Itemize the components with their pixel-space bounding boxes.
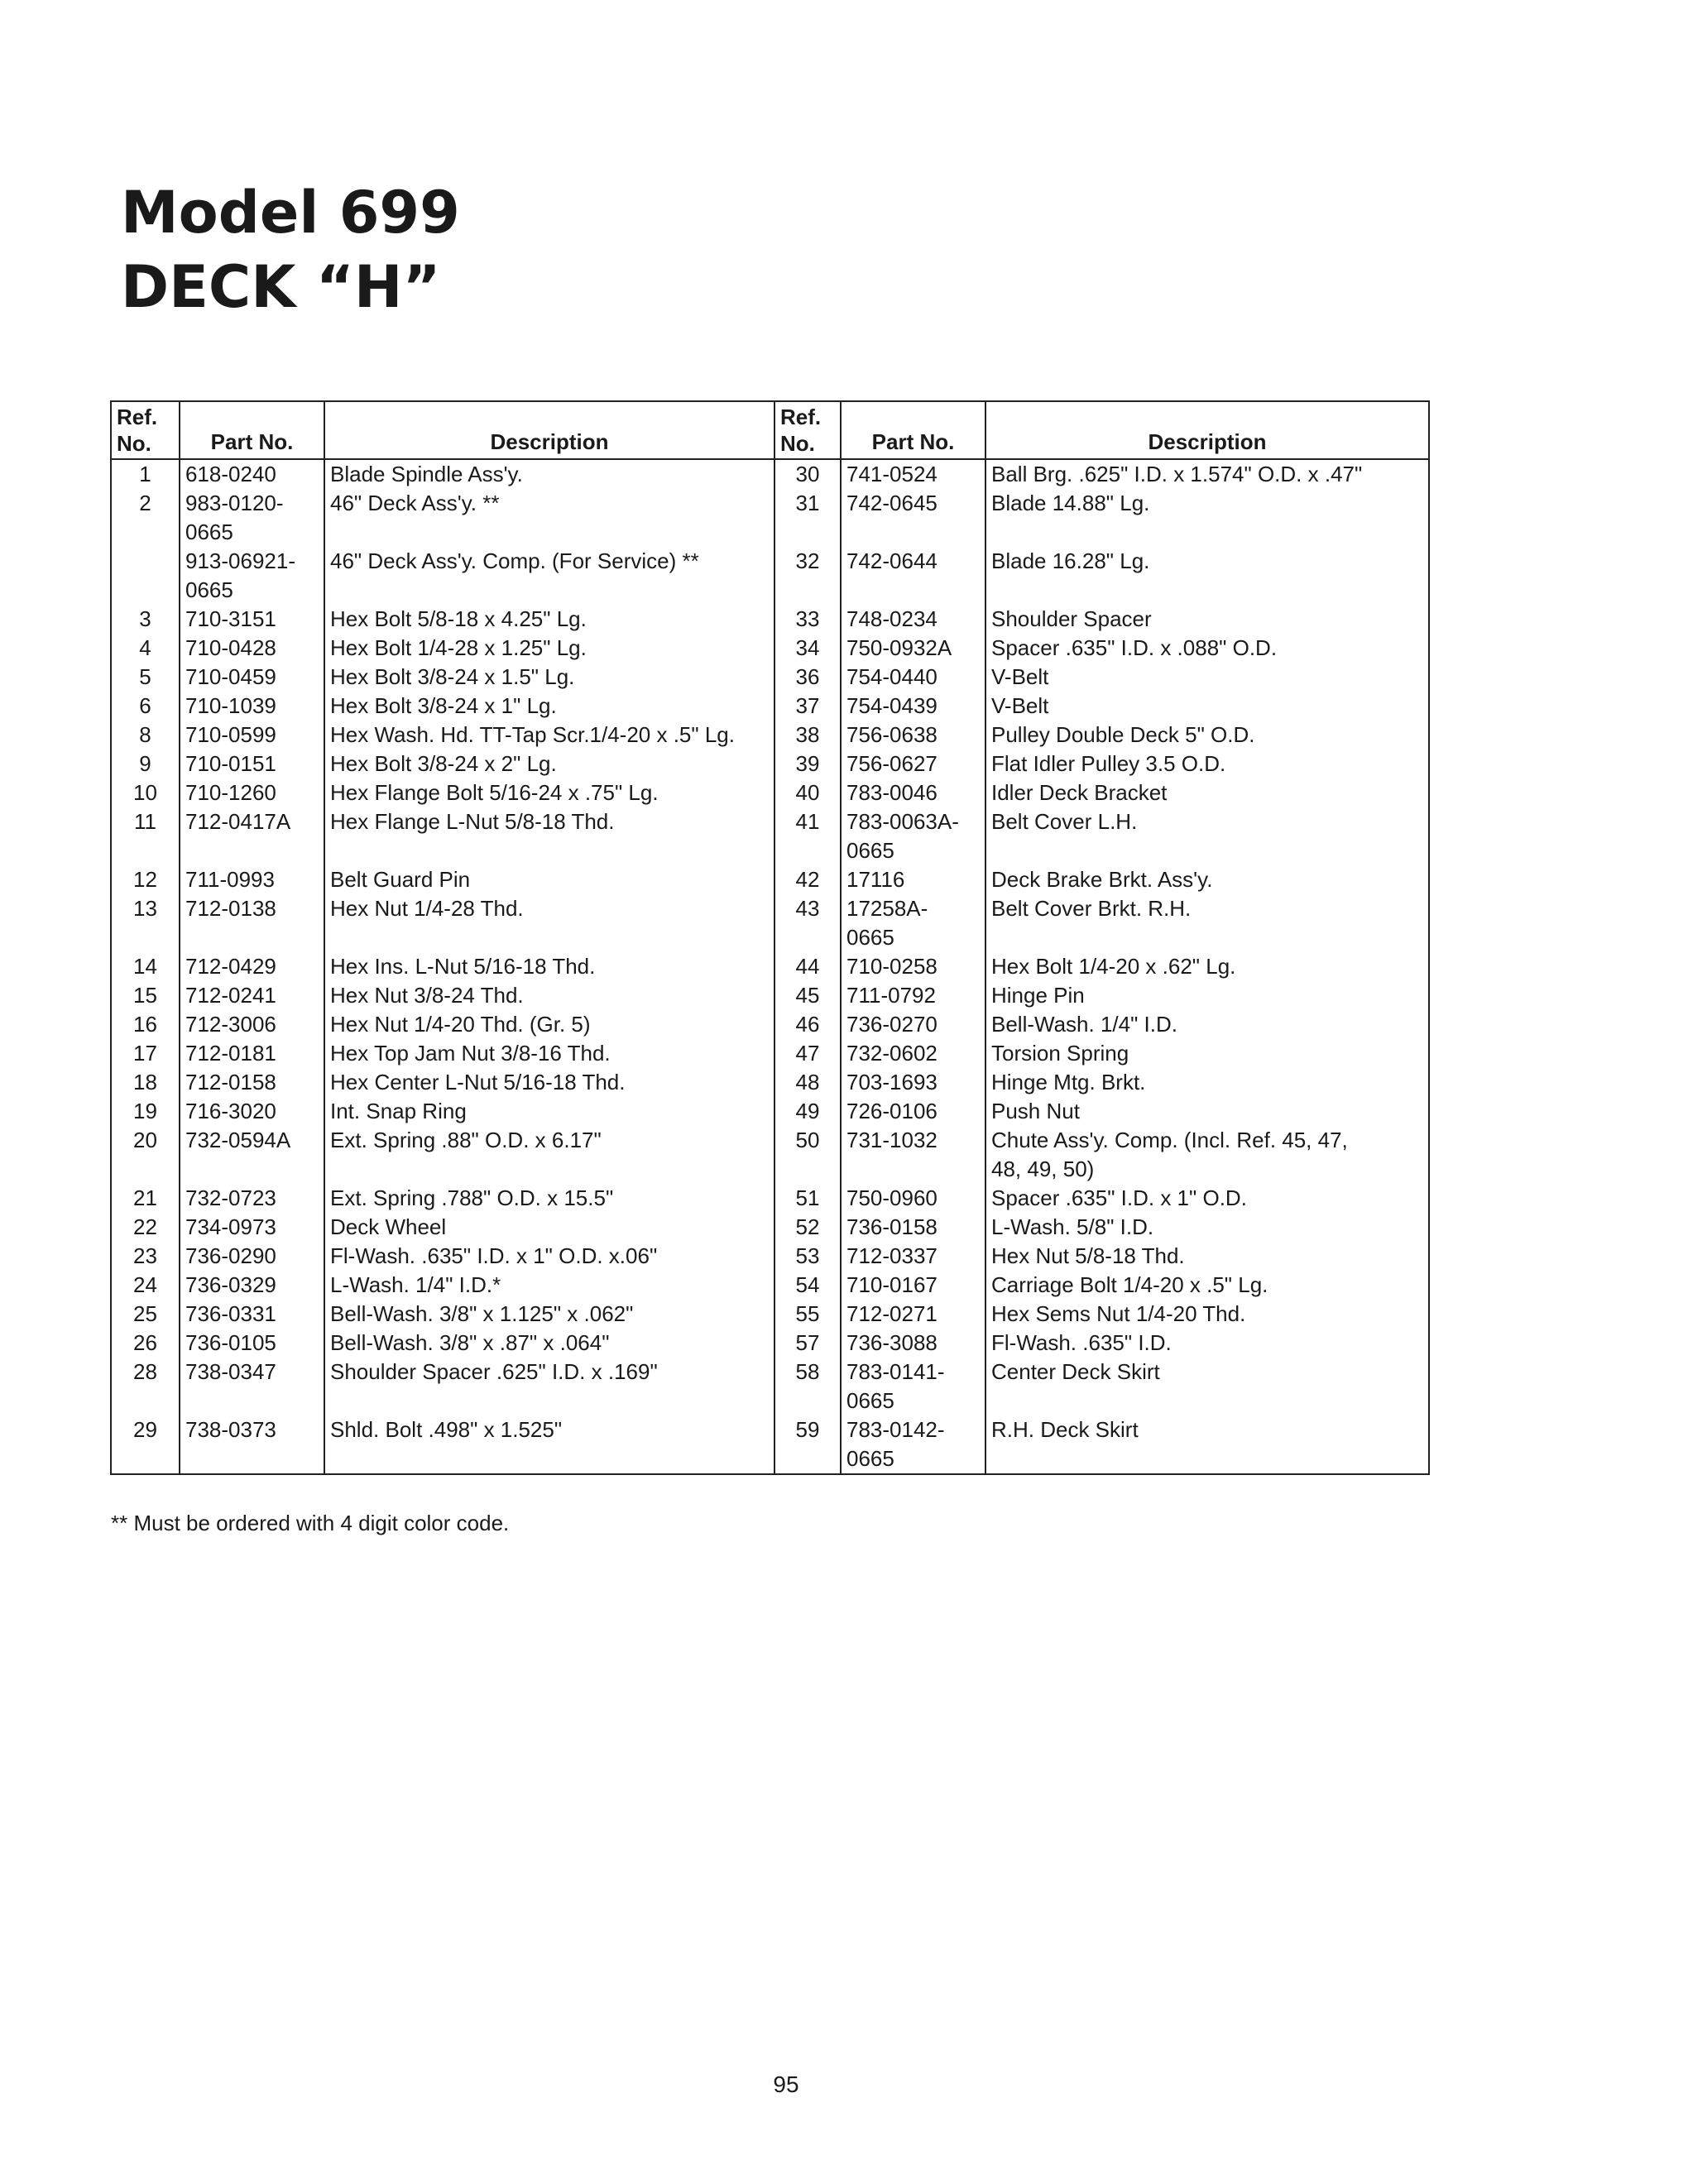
part-no-cell: 783-0046 <box>841 778 985 807</box>
ref-no-cell: 43 <box>774 894 841 952</box>
description-cell: Hex Flange Bolt 5/16-24 x .75" Lg. <box>324 778 774 807</box>
ref-no-cell: 41 <box>774 807 841 865</box>
table-row <box>111 1242 1429 1271</box>
part-no-cell: 712-0271 <box>841 1300 985 1329</box>
ref-no-cell: 51 <box>774 1184 841 1213</box>
part-no-cell: 732-0723 <box>180 1184 324 1213</box>
description-cell: Bell-Wash. 3/8" x 1.125" x .062" <box>324 1300 774 1329</box>
table-row <box>111 489 1429 547</box>
ref-no-cell: 28 <box>111 1358 180 1415</box>
ref-no-cell: 55 <box>774 1300 841 1329</box>
description-cell: Hex Wash. Hd. TT-Tap Scr.1/4-20 x .5" Lg. <box>324 721 774 750</box>
ref-no-cell: 20 <box>111 1126 180 1184</box>
ref-no-cell: 21 <box>111 1184 180 1213</box>
table-row <box>111 778 1429 807</box>
ref-no-cell: 40 <box>774 778 841 807</box>
ref-no-cell: 25 <box>111 1300 180 1329</box>
part-no-cell: 710-0428 <box>180 634 324 663</box>
part-no-cell: 754-0439 <box>841 692 985 721</box>
description-cell: Hex Ins. L-Nut 5/16-18 Thd. <box>324 952 774 981</box>
part-no-cell: 756-0627 <box>841 750 985 778</box>
ref-no-cell: 22 <box>111 1213 180 1242</box>
table-row <box>111 1415 1429 1474</box>
table-row <box>111 894 1429 952</box>
table-row <box>111 1213 1429 1242</box>
part-no-cell: 712-0417A <box>180 807 324 865</box>
ref-no-cell: 18 <box>111 1068 180 1097</box>
part-no-cell: 736-0158 <box>841 1213 985 1242</box>
description-cell: Belt Guard Pin <box>324 865 774 894</box>
table-row <box>111 1184 1429 1213</box>
description-cell: Hex Bolt 5/8-18 x 4.25" Lg. <box>324 605 774 634</box>
ref-no-cell: 33 <box>774 605 841 634</box>
ref-no-cell: 16 <box>111 1010 180 1039</box>
ref-no-cell: 37 <box>774 692 841 721</box>
description-cell: L-Wash. 1/4" I.D.* <box>324 1271 774 1300</box>
part-no-cell: 716-3020 <box>180 1097 324 1126</box>
ref-no-cell: 44 <box>774 952 841 981</box>
ref-no-cell: 4 <box>111 634 180 663</box>
part-no-cell: 783-0141- 0665 <box>841 1358 985 1415</box>
part-no-cell: 736-0329 <box>180 1271 324 1300</box>
description-cell: Hex Top Jam Nut 3/8-16 Thd. <box>324 1039 774 1068</box>
part-no-cell: 742-0644 <box>841 547 985 605</box>
part-no-cell: 712-0181 <box>180 1039 324 1068</box>
part-no-cell: 754-0440 <box>841 663 985 692</box>
table-row <box>111 459 1429 489</box>
description-cell: Hex Nut 1/4-20 Thd. (Gr. 5) <box>324 1010 774 1039</box>
page-title <box>121 175 460 324</box>
description-cell: Spacer .635" I.D. x .088" O.D. <box>985 634 1429 663</box>
description-cell: Shld. Bolt .498" x 1.525" <box>324 1415 774 1474</box>
parts-table <box>110 400 1430 1475</box>
header-ref-no: Ref. No. <box>774 401 841 459</box>
header-part-no: Part No. <box>841 401 985 459</box>
table-row <box>111 1039 1429 1068</box>
footnote: ** Must be ordered with 4 digit color code. <box>111 1511 510 1535</box>
description-cell: Hex Center L-Nut 5/16-18 Thd. <box>324 1068 774 1097</box>
part-no-cell: 710-0258 <box>841 952 985 981</box>
description-cell: Center Deck Skirt <box>985 1358 1429 1415</box>
description-cell: Idler Deck Bracket <box>985 778 1429 807</box>
ref-no-cell: 52 <box>774 1213 841 1242</box>
ref-no-cell: 50 <box>774 1126 841 1184</box>
description-cell: 46" Deck Ass'y. Comp. (For Service) ** <box>324 547 774 605</box>
ref-no-cell: 8 <box>111 721 180 750</box>
table-row <box>111 1271 1429 1300</box>
table-row <box>111 981 1429 1010</box>
ref-no-cell: 49 <box>774 1097 841 1126</box>
table-header <box>111 401 1429 459</box>
part-no-cell: 734-0973 <box>180 1213 324 1242</box>
table-row <box>111 807 1429 865</box>
part-no-cell: 710-0151 <box>180 750 324 778</box>
ref-no-cell: 39 <box>774 750 841 778</box>
ref-no-cell: 13 <box>111 894 180 952</box>
description-cell: Hinge Mtg. Brkt. <box>985 1068 1429 1097</box>
title-model: Model 699 <box>121 179 460 247</box>
part-no-cell: 710-1039 <box>180 692 324 721</box>
part-no-cell: 17258A- 0665 <box>841 894 985 952</box>
part-no-cell: 783-0142- 0665 <box>841 1415 985 1474</box>
part-no-cell: 711-0993 <box>180 865 324 894</box>
table-row <box>111 547 1429 605</box>
description-cell: Blade 16.28" Lg. <box>985 547 1429 605</box>
ref-no-cell: 12 <box>111 865 180 894</box>
part-no-cell: 750-0932A <box>841 634 985 663</box>
ref-no-cell: 23 <box>111 1242 180 1271</box>
description-cell: Hex Nut 3/8-24 Thd. <box>324 981 774 1010</box>
description-cell: V-Belt <box>985 663 1429 692</box>
table-body <box>111 459 1429 1474</box>
header-description: Description <box>324 401 774 459</box>
part-no-cell: 738-0373 <box>180 1415 324 1474</box>
table-row <box>111 865 1429 894</box>
part-no-cell: 748-0234 <box>841 605 985 634</box>
ref-no-cell: 48 <box>774 1068 841 1097</box>
table-row <box>111 750 1429 778</box>
description-cell: Bell-Wash. 1/4" I.D. <box>985 1010 1429 1039</box>
table-row <box>111 952 1429 981</box>
description-cell: Ext. Spring .88" O.D. x 6.17" <box>324 1126 774 1184</box>
description-cell: Bell-Wash. 3/8" x .87" x .064" <box>324 1329 774 1358</box>
description-cell: Deck Wheel <box>324 1213 774 1242</box>
part-no-cell: 983-0120- 0665 <box>180 489 324 547</box>
ref-no-cell: 45 <box>774 981 841 1010</box>
ref-no-cell: 53 <box>774 1242 841 1271</box>
description-cell: Hex Bolt 3/8-24 x 1" Lg. <box>324 692 774 721</box>
table-row <box>111 1068 1429 1097</box>
description-cell: V-Belt <box>985 692 1429 721</box>
part-no-cell: 712-0158 <box>180 1068 324 1097</box>
description-cell: Ball Brg. .625" I.D. x 1.574" O.D. x .47" <box>985 459 1429 489</box>
part-no-cell: 731-1032 <box>841 1126 985 1184</box>
description-cell: Shoulder Spacer .625" I.D. x .169" <box>324 1358 774 1415</box>
table-row <box>111 605 1429 634</box>
part-no-cell: 726-0106 <box>841 1097 985 1126</box>
ref-no-cell: 17 <box>111 1039 180 1068</box>
ref-no-cell: 31 <box>774 489 841 547</box>
description-cell: Chute Ass'y. Comp. (Incl. Ref. 45, 47, 48, 49, 50) <box>985 1126 1429 1184</box>
header-description: Description <box>985 401 1429 459</box>
ref-no-cell: 6 <box>111 692 180 721</box>
description-cell: R.H. Deck Skirt <box>985 1415 1429 1474</box>
part-no-cell: 738-0347 <box>180 1358 324 1415</box>
part-no-cell: 712-0429 <box>180 952 324 981</box>
part-no-cell: 712-3006 <box>180 1010 324 1039</box>
table-row <box>111 634 1429 663</box>
ref-no-cell: 34 <box>774 634 841 663</box>
table-row <box>111 692 1429 721</box>
part-no-cell: 783-0063A- 0665 <box>841 807 985 865</box>
table-row <box>111 721 1429 750</box>
description-cell: Int. Snap Ring <box>324 1097 774 1126</box>
ref-no-cell: 36 <box>774 663 841 692</box>
ref-no-cell: 19 <box>111 1097 180 1126</box>
description-cell: Torsion Spring <box>985 1039 1429 1068</box>
description-cell: Belt Cover Brkt. R.H. <box>985 894 1429 952</box>
ref-no-cell: 57 <box>774 1329 841 1358</box>
part-no-cell: 710-1260 <box>180 778 324 807</box>
description-cell: Hinge Pin <box>985 981 1429 1010</box>
ref-no-cell: 24 <box>111 1271 180 1300</box>
ref-no-cell: 54 <box>774 1271 841 1300</box>
part-no-cell: 732-0602 <box>841 1039 985 1068</box>
description-cell: Hex Bolt 3/8-24 x 2" Lg. <box>324 750 774 778</box>
part-no-cell: 711-0792 <box>841 981 985 1010</box>
description-cell: Fl-Wash. .635" I.D. <box>985 1329 1429 1358</box>
description-cell: Hex Bolt 3/8-24 x 1.5" Lg. <box>324 663 774 692</box>
description-cell: Push Nut <box>985 1097 1429 1126</box>
table-row <box>111 1358 1429 1415</box>
part-no-cell: 736-0270 <box>841 1010 985 1039</box>
part-no-cell: 736-0290 <box>180 1242 324 1271</box>
description-cell: Hex Nut 5/8-18 Thd. <box>985 1242 1429 1271</box>
part-no-cell: 710-3151 <box>180 605 324 634</box>
ref-no-cell: 38 <box>774 721 841 750</box>
ref-no-cell: 32 <box>774 547 841 605</box>
description-cell: 46" Deck Ass'y. ** <box>324 489 774 547</box>
description-cell: Hex Bolt 1/4-20 x .62" Lg. <box>985 952 1429 981</box>
part-no-cell: 750-0960 <box>841 1184 985 1213</box>
description-cell: Blade 14.88" Lg. <box>985 489 1429 547</box>
ref-no-cell: 58 <box>774 1358 841 1415</box>
description-cell: Hex Sems Nut 1/4-20 Thd. <box>985 1300 1429 1329</box>
description-cell: Ext. Spring .788" O.D. x 15.5" <box>324 1184 774 1213</box>
part-no-cell: 710-0459 <box>180 663 324 692</box>
part-no-cell: 712-0138 <box>180 894 324 952</box>
part-no-cell: 17116 <box>841 865 985 894</box>
ref-no-cell: 46 <box>774 1010 841 1039</box>
page-number: 95 <box>773 2071 799 2097</box>
part-no-cell: 742-0645 <box>841 489 985 547</box>
part-no-cell: 913-06921- 0665 <box>180 547 324 605</box>
description-cell: Pulley Double Deck 5" O.D. <box>985 721 1429 750</box>
ref-no-cell: 59 <box>774 1415 841 1474</box>
ref-no-cell: 14 <box>111 952 180 981</box>
ref-no-cell: 42 <box>774 865 841 894</box>
header-ref-no: Ref. No. <box>111 401 180 459</box>
ref-no-cell <box>111 547 180 605</box>
table-row <box>111 1010 1429 1039</box>
table-row <box>111 663 1429 692</box>
ref-no-cell: 15 <box>111 981 180 1010</box>
ref-no-cell: 3 <box>111 605 180 634</box>
description-cell: Belt Cover L.H. <box>985 807 1429 865</box>
description-cell: Carriage Bolt 1/4-20 x .5" Lg. <box>985 1271 1429 1300</box>
header-part-no: Part No. <box>180 401 324 459</box>
ref-no-cell: 29 <box>111 1415 180 1474</box>
ref-no-cell: 47 <box>774 1039 841 1068</box>
description-cell: Hex Flange L-Nut 5/8-18 Thd. <box>324 807 774 865</box>
description-cell: Blade Spindle Ass'y. <box>324 459 774 489</box>
ref-no-cell: 30 <box>774 459 841 489</box>
part-no-cell: 736-0331 <box>180 1300 324 1329</box>
title-deck: DECK “H” <box>121 253 441 321</box>
part-no-cell: 712-0337 <box>841 1242 985 1271</box>
ref-no-cell: 5 <box>111 663 180 692</box>
description-cell: Deck Brake Brkt. Ass'y. <box>985 865 1429 894</box>
description-cell: Flat Idler Pulley 3.5 O.D. <box>985 750 1429 778</box>
ref-no-cell: 10 <box>111 778 180 807</box>
table-row <box>111 1097 1429 1126</box>
table-row <box>111 1300 1429 1329</box>
part-no-cell: 732-0594A <box>180 1126 324 1184</box>
ref-no-cell: 11 <box>111 807 180 865</box>
part-no-cell: 710-0167 <box>841 1271 985 1300</box>
description-cell: L-Wash. 5/8" I.D. <box>985 1213 1429 1242</box>
part-no-cell: 736-3088 <box>841 1329 985 1358</box>
description-cell: Hex Bolt 1/4-28 x 1.25" Lg. <box>324 634 774 663</box>
table-row <box>111 1329 1429 1358</box>
part-no-cell: 736-0105 <box>180 1329 324 1358</box>
ref-no-cell: 2 <box>111 489 180 547</box>
description-cell: Hex Nut 1/4-28 Thd. <box>324 894 774 952</box>
table-row <box>111 1126 1429 1184</box>
part-no-cell: 703-1693 <box>841 1068 985 1097</box>
description-cell: Shoulder Spacer <box>985 605 1429 634</box>
part-no-cell: 741-0524 <box>841 459 985 489</box>
ref-no-cell: 9 <box>111 750 180 778</box>
description-cell: Spacer .635" I.D. x 1" O.D. <box>985 1184 1429 1213</box>
part-no-cell: 618-0240 <box>180 459 324 489</box>
ref-no-cell: 1 <box>111 459 180 489</box>
part-no-cell: 712-0241 <box>180 981 324 1010</box>
description-cell: Fl-Wash. .635" I.D. x 1" O.D. x.06" <box>324 1242 774 1271</box>
part-no-cell: 756-0638 <box>841 721 985 750</box>
ref-no-cell: 26 <box>111 1329 180 1358</box>
part-no-cell: 710-0599 <box>180 721 324 750</box>
